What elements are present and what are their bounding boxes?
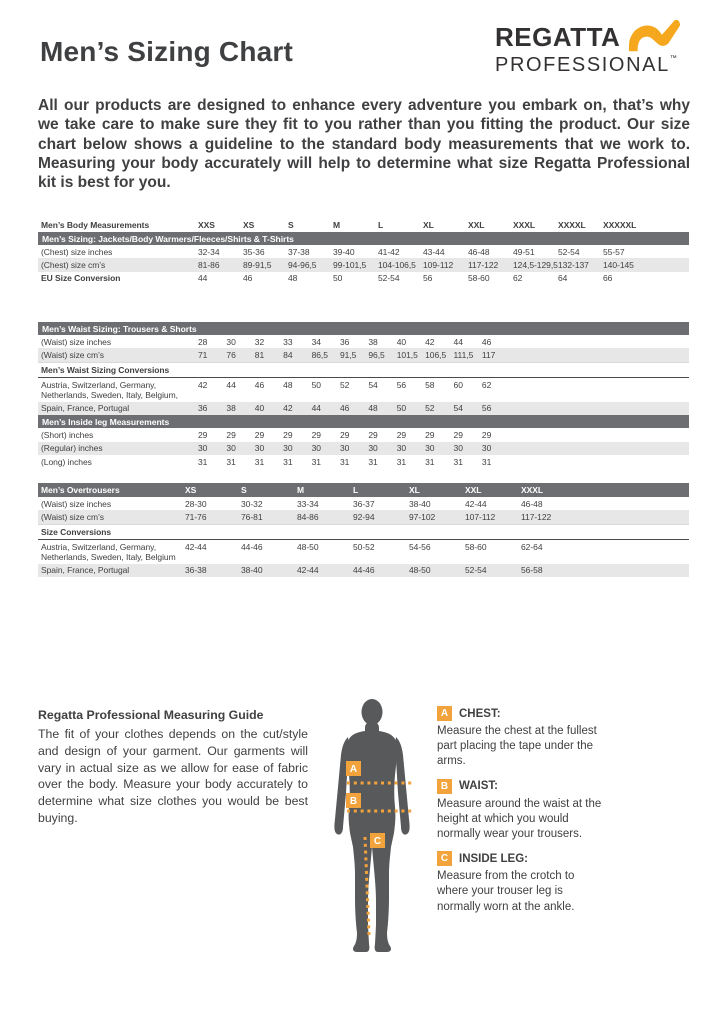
section-bar: Men’s Inside leg Measurements: [38, 415, 689, 428]
size-value: 31: [198, 456, 208, 467]
size-value: S: [241, 485, 247, 495]
size-value: 107-112: [465, 512, 496, 523]
size-value: 29: [368, 429, 378, 440]
size-value: 56: [396, 379, 407, 390]
size-value: 124,5-129,5: [513, 260, 558, 271]
size-value: 44-46: [241, 541, 263, 552]
row-label: Men’s Overtrousers: [41, 485, 120, 495]
size-value: 76-81: [241, 512, 263, 523]
guide-item-text: Measure from the crotch to where your trouser leg is normally worn at the ankle.: [437, 870, 575, 913]
row-label: Men’s Waist Sizing Conversions: [41, 364, 170, 375]
size-value: 40: [254, 403, 265, 414]
regatta-swoosh-icon: [625, 20, 685, 53]
logo-regatta-text: REGATTA: [495, 21, 621, 52]
size-value: 31: [396, 456, 407, 467]
size-table-overtrousers: [38, 483, 689, 577]
logo-top-row: [495, 20, 695, 53]
size-value: 30: [283, 443, 293, 454]
size-value: 96,5: [368, 350, 385, 361]
guide-item-heading: INSIDE LEG:: [459, 852, 529, 865]
size-value: 62-64: [521, 541, 543, 552]
size-value: 50: [311, 379, 321, 390]
section-bar: Men’s Sizing: Jackets/Body Warmers/Fleeces/Shirts & T-Shirts: [38, 232, 689, 245]
size-value: 34: [311, 336, 321, 347]
size-value: 31: [226, 456, 236, 467]
size-value: 71-76: [185, 512, 207, 523]
size-value: 86,5: [311, 350, 328, 361]
size-value: L: [378, 220, 384, 230]
size-value: 60: [453, 379, 463, 390]
table-row: [38, 402, 689, 415]
size-value: 30: [481, 443, 492, 454]
measuring-guide-title: Regatta Professional Measuring Guide: [38, 708, 264, 722]
size-value: 58-60: [468, 273, 490, 284]
letter-badge-b: B: [437, 779, 452, 794]
size-value: XS: [243, 220, 255, 230]
guide-item-b: [437, 779, 617, 843]
size-value: 56: [481, 403, 492, 414]
size-value: 30: [226, 443, 236, 454]
table-row: [38, 564, 689, 577]
size-value: 29: [396, 429, 407, 440]
size-value: 46: [481, 336, 492, 347]
size-value: 81: [254, 350, 265, 361]
size-value: 48: [288, 273, 298, 284]
figure-badge-a-letter: A: [349, 764, 358, 775]
size-value: 29: [481, 429, 492, 440]
guide-item-heading: WAIST:: [459, 780, 498, 793]
size-value: 31: [368, 456, 378, 467]
size-value: 49-51: [513, 246, 535, 257]
size-value: 55-57: [603, 246, 625, 257]
row-label: (Long) inches: [41, 456, 92, 467]
size-value: 30: [339, 443, 350, 454]
size-value: 44: [311, 403, 321, 414]
row-label: Spain, France, Portugal: [41, 565, 130, 576]
size-value: 140-145: [603, 260, 634, 271]
size-value: 71: [198, 350, 208, 361]
size-value: XXL: [465, 485, 482, 495]
size-value: 30: [198, 443, 208, 454]
size-value: XXS: [198, 220, 215, 230]
size-value: 54: [453, 403, 463, 414]
size-value: 56-58: [521, 565, 543, 576]
table-row: [38, 442, 689, 455]
regatta-professional-logo: [495, 20, 695, 75]
size-value: 117-122: [468, 260, 499, 271]
size-value: 52: [339, 379, 350, 390]
size-value: 46: [339, 403, 350, 414]
row-label: Men’s Body Measurements: [41, 220, 150, 230]
size-value: 42: [198, 379, 208, 390]
guide-item-heading: CHEST:: [459, 707, 501, 720]
size-value: 56: [423, 273, 433, 284]
size-value: 29: [311, 429, 321, 440]
size-value: 117: [481, 350, 496, 361]
size-value: 62: [513, 273, 523, 284]
size-value: 36: [339, 336, 350, 347]
size-value: 30: [254, 443, 265, 454]
size-value: 31: [339, 456, 350, 467]
measuring-guide-paragraph: The fit of your clothes depends on the cut/style and design of your garment. Our garments will vary in actual size as we allow for ease of fabric over the body. Measure your body accurately to determine what size clothes you would be best buying.: [38, 727, 308, 825]
row-label: Size Conversions: [41, 526, 112, 537]
row-label: (Chest) size inches: [41, 246, 113, 257]
size-value: XXXXL: [558, 220, 586, 230]
size-value: 84-86: [297, 512, 319, 523]
size-value: 50: [333, 273, 343, 284]
size-value: 29: [453, 429, 463, 440]
size-value: 29: [283, 429, 293, 440]
size-value: 66: [603, 273, 613, 284]
logo-professional-word: PROFESSIONAL: [495, 54, 670, 76]
size-value: XS: [185, 485, 197, 495]
size-value: XXXL: [513, 220, 536, 230]
size-value: 29: [226, 429, 236, 440]
size-table-waist: [38, 322, 689, 468]
size-value: 28: [198, 336, 208, 347]
size-value: XL: [409, 485, 420, 495]
page-title: Men’s Sizing Chart: [40, 36, 294, 67]
table-row: [38, 218, 689, 232]
size-value: 46: [254, 379, 265, 390]
size-value: 31: [481, 456, 492, 467]
guide-item-header: [437, 706, 617, 721]
size-value: 30: [453, 443, 463, 454]
size-value: 42: [425, 336, 435, 347]
size-value: 48-50: [409, 565, 431, 576]
table-row: [38, 524, 689, 540]
table-row: [38, 258, 689, 271]
size-value: 41-42: [378, 246, 400, 257]
table-row: [38, 497, 689, 510]
size-value: 117-122: [521, 512, 552, 523]
size-value: 109-112: [423, 260, 454, 271]
size-value: 30-32: [241, 498, 263, 509]
size-value: 31: [311, 456, 321, 467]
size-value: 28-30: [185, 498, 207, 509]
table-row: [38, 272, 689, 285]
size-value: 30: [368, 443, 378, 454]
size-value: 43-44: [423, 246, 445, 257]
size-value: 132-137: [558, 260, 589, 271]
size-value: 44: [226, 379, 236, 390]
size-table-body: [38, 218, 689, 285]
row-label: (Regular) inches: [41, 443, 103, 454]
size-value: 91,5: [339, 350, 357, 361]
size-value: 101,5: [396, 350, 418, 361]
size-value: 31: [453, 456, 463, 467]
size-value: 46-48: [468, 246, 490, 257]
table-row: [38, 362, 689, 378]
size-value: 44: [453, 336, 463, 347]
guide-item-header: [437, 779, 617, 794]
size-value: 54: [368, 379, 378, 390]
size-value: XXL: [468, 220, 485, 230]
size-value: 36-37: [353, 498, 375, 509]
size-value: 46: [243, 273, 253, 284]
size-value: 48: [283, 379, 293, 390]
figure-badge-c-letter: C: [373, 836, 382, 847]
row-label: (Waist) size cm’s: [41, 350, 104, 361]
table-row: [38, 348, 689, 361]
figure-left-arm: [334, 737, 348, 835]
size-value: 97-102: [409, 512, 436, 523]
size-value: 44: [198, 273, 208, 284]
intro-paragraph: All our products are designed to enhance every adventure you embark on, that’s why we take care to make sure they fit to you rather than you fitting the product. Our size chart below shows a guideline to the standard body measurements that we work to. Measuring your body accurately will help to determine what size Regatta Professional kit is best for you.: [38, 97, 690, 192]
table-row: [38, 455, 689, 468]
row-label: Spain, France, Portugal: [41, 403, 130, 414]
size-value: 58-60: [465, 541, 487, 552]
size-value: 52-54: [558, 246, 580, 257]
size-value: 104-106,5: [378, 260, 416, 271]
letter-badge-a: A: [437, 706, 452, 721]
size-value: 81-86: [198, 260, 220, 271]
size-value: 94-96,5: [288, 260, 317, 271]
section-bar: Men’s Waist Sizing: Trousers & Shorts: [38, 322, 689, 335]
size-value: M: [297, 485, 305, 495]
size-value: 54-56: [409, 541, 431, 552]
guide-item-a: [437, 706, 617, 770]
row-label: (Short) inches: [41, 429, 94, 440]
size-value: 52-54: [465, 565, 487, 576]
guide-item-text: Measure around the waist at the height at which you would normally wear your trousers.: [437, 797, 602, 841]
row-label: (Waist) size inches: [41, 498, 112, 509]
size-value: 31: [254, 456, 265, 467]
size-value: 29: [425, 429, 435, 440]
figure-head: [362, 699, 383, 725]
size-value: 48-50: [297, 541, 319, 552]
size-value: 89-91,5: [243, 260, 272, 271]
size-value: 38-40: [409, 498, 431, 509]
measuring-guide-items: [437, 706, 617, 924]
size-value: 38-40: [241, 565, 263, 576]
table-row: [38, 428, 689, 441]
figure-badge-b-letter: B: [349, 796, 358, 807]
size-value: 42: [283, 403, 293, 414]
size-value: 32: [254, 336, 265, 347]
table-row: [38, 540, 689, 564]
size-value: 31: [283, 456, 293, 467]
size-value: 30: [425, 443, 435, 454]
size-value: 46-48: [521, 498, 543, 509]
size-value: 44-46: [353, 565, 375, 576]
size-value: XL: [423, 220, 434, 230]
row-label: (Waist) size inches: [41, 336, 112, 347]
guide-item-header: [437, 851, 617, 866]
size-value: 39-40: [333, 246, 355, 257]
size-value: 92-94: [353, 512, 375, 523]
size-value: 52-54: [378, 273, 400, 284]
letter-badge-c: C: [437, 851, 452, 866]
table-row: [38, 483, 689, 497]
size-value: 111,5: [453, 350, 474, 361]
size-value: 62: [481, 379, 492, 390]
size-value: 35-36: [243, 246, 265, 257]
logo-professional-text: [495, 55, 695, 75]
size-value: 36: [198, 403, 208, 414]
table-row: [38, 378, 689, 402]
size-value: 29: [339, 429, 350, 440]
size-value: S: [288, 220, 294, 230]
size-value: M: [333, 220, 341, 230]
size-value: 84: [283, 350, 293, 361]
size-value: 33-34: [297, 498, 319, 509]
size-value: 42-44: [297, 565, 319, 576]
trademark-symbol: ™: [669, 55, 677, 62]
size-value: 30: [226, 336, 236, 347]
guide-item-c: [437, 851, 617, 915]
table-row: [38, 245, 689, 258]
size-value: 29: [254, 429, 265, 440]
row-label: (Waist) size cm’s: [41, 512, 104, 523]
size-value: 30: [311, 443, 321, 454]
size-value: 52: [425, 403, 435, 414]
row-label: Austria, Switzerland, Germany, Netherlands, Sweden, Italy, Belgium: [41, 541, 176, 562]
size-value: 42-44: [185, 541, 207, 552]
size-value: 48: [368, 403, 378, 414]
table-row: [38, 510, 689, 523]
size-value: 37-38: [288, 246, 310, 257]
row-label: (Chest) size cm’s: [41, 260, 106, 271]
size-value: 30: [396, 443, 407, 454]
measuring-guide-text-block: [38, 708, 308, 827]
size-value: 33: [283, 336, 293, 347]
size-value: L: [353, 485, 359, 495]
size-value: 29: [198, 429, 208, 440]
size-value: XXXL: [521, 485, 544, 495]
size-value: 36-38: [185, 565, 207, 576]
size-value: 40: [396, 336, 407, 347]
row-label: EU Size Conversion: [41, 273, 121, 284]
row-label: Austria, Switzerland, Germany, Netherlands, Sweden, Italy, Belgium,: [41, 379, 178, 400]
size-value: 50-52: [353, 541, 375, 552]
size-value: 99-101,5: [333, 260, 367, 271]
size-value: XXXXXL: [603, 220, 637, 230]
size-value: 38: [368, 336, 378, 347]
table-row: [38, 335, 689, 348]
size-value: 76: [226, 350, 236, 361]
size-value: 50: [396, 403, 407, 414]
size-value: 32-34: [198, 246, 220, 257]
size-value: 38: [226, 403, 236, 414]
size-value: 58: [425, 379, 435, 390]
size-value: 106,5: [425, 350, 447, 361]
guide-item-text: Measure the chest at the fullest part placing the tape under the arms.: [437, 725, 597, 768]
figure-right-arm: [395, 737, 409, 835]
size-value: 64: [558, 273, 568, 284]
size-value: 31: [425, 456, 435, 467]
body-silhouette-figure: [320, 697, 424, 957]
size-value: 42-44: [465, 498, 487, 509]
